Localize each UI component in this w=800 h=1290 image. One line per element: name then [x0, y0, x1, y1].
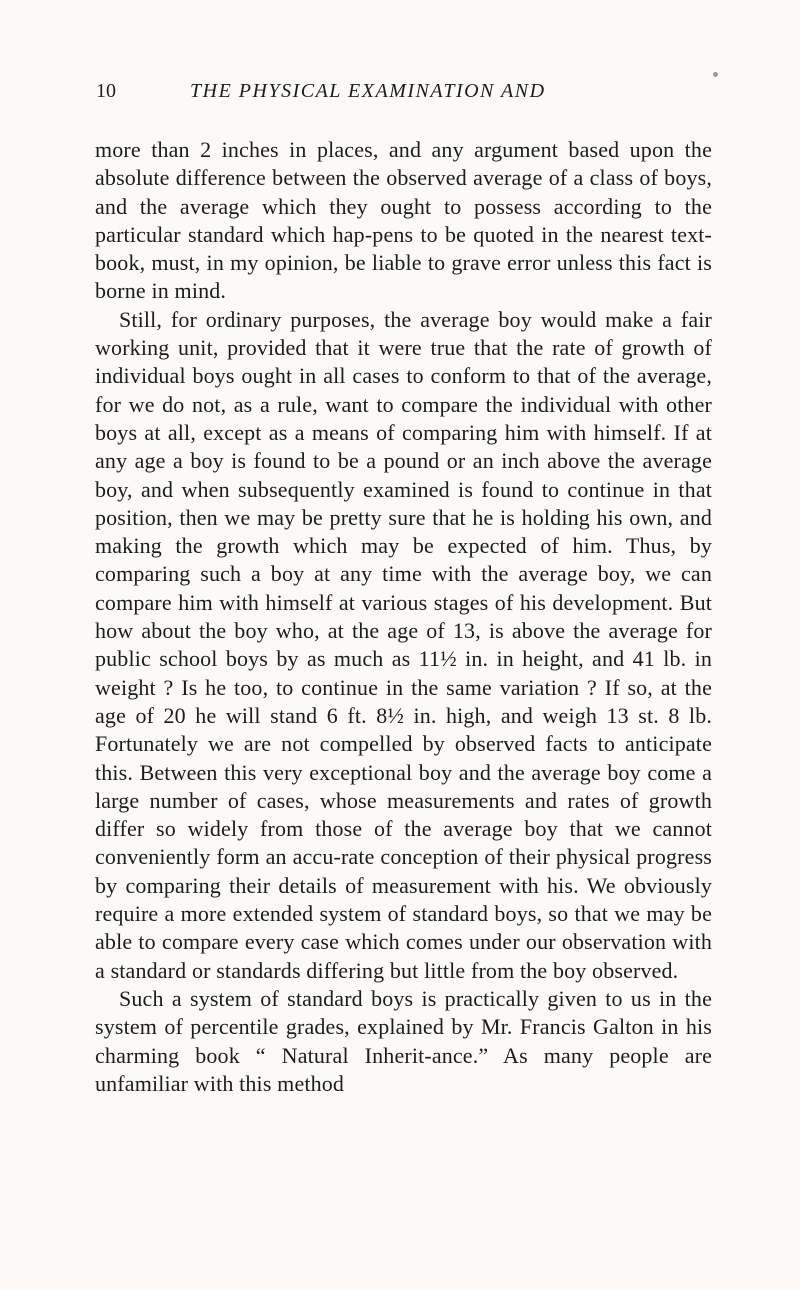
- paragraph-percentile-grades: Such a system of standard boys is practically given to us in the system of percentile grades, explained by Mr. Francis Galton in his charming book “ Natural Inherit-ance.” As many people are unfamiliar with this method: [95, 985, 712, 1096]
- ink-dot: [713, 72, 718, 77]
- running-head: [96, 80, 716, 110]
- running-title: THE PHYSICAL EXAMINATION AND: [190, 80, 546, 102]
- paragraph-continuation: more than 2 inches in places, and any argument based upon the absolute difference between the observed average of a class of boys, and the average which they ought to possess according to the particular standard which hap-pens to be quoted in the nearest text-book, must, in my opinion, be liable to grave error unless this fact is borne in mind.: [95, 137, 712, 304]
- page-number: 10: [96, 80, 116, 102]
- paragraph-average-boy: Still, for ordinary purposes, the average boy would make a fair working unit, provided that it were true that the rate of growth of individual boys ought in all cases to conform to that of the average, for we do not, as a rule, want to compare the individual with other boys at all, except as a means of comparing him with himself. If at any age a boy is found to be a pound or an inch above the average boy, and when subsequently examined is found to continue in that position, then we may be pretty sure that he is holding his own, and making the growth which may be expected of him. Thus, by comparing such a boy at any time with the average boy, we can compare him with himself at various stages of his development. But how about the boy who, at the age of 13, is above the average for public school boys by as much as 11½ in. in height, and 41 lb. in weight ? Is he too, to continue in the same variation ? If so, at the age of 20 he will stand 6 ft. 8½ in. high, and weigh 13 st. 8 lb. Fortunately we are not compelled by observed facts to anticipate this. Between this very exceptional boy and the average boy come a large number of cases, whose measurements and rates of growth differ so widely from those of the average boy that we cannot conveniently form an accu-rate conception of their physical progress by comparing their details of measurement with his. We obviously require a more extended system of standard boys, so that we may be able to compare every case which comes under our observation with a standard or standards differing but little from the boy observed.: [95, 306, 712, 983]
- body-text: [95, 136, 712, 1098]
